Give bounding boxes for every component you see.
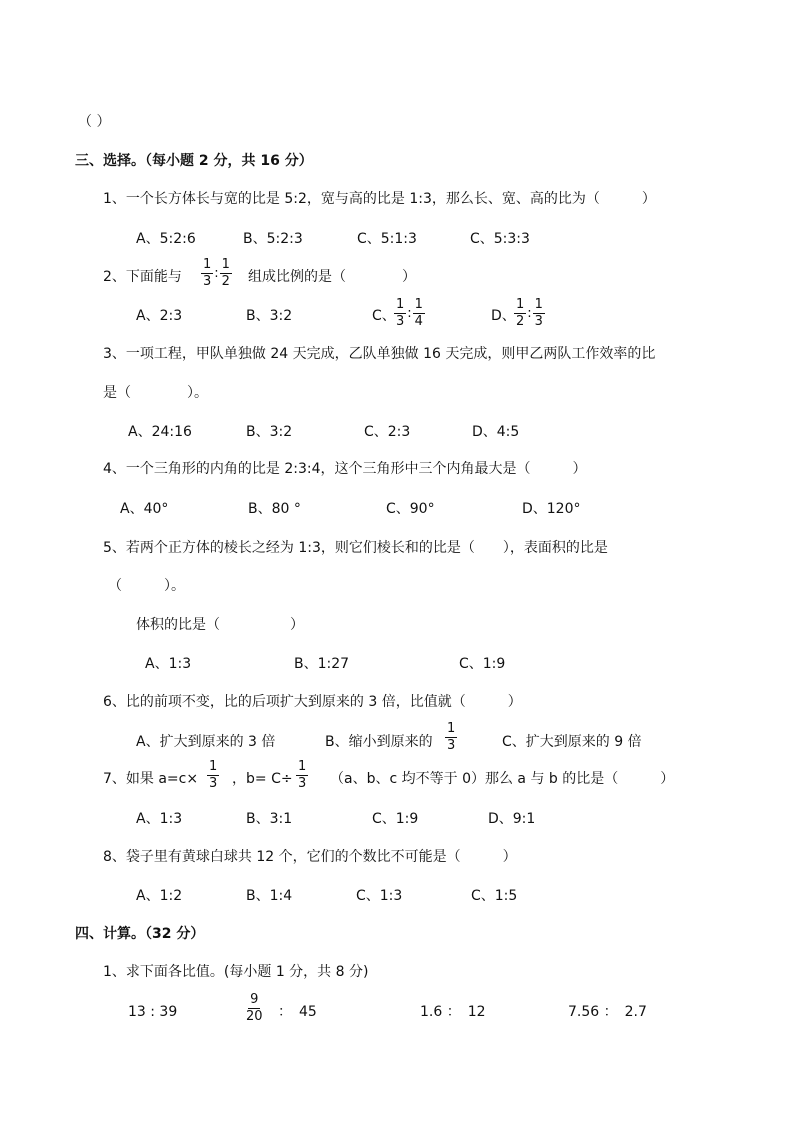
q7-option-a: A、1:3 (136, 811, 183, 827)
fraction (533, 297, 545, 330)
q2-option-d-ratio (514, 297, 545, 330)
question-2-prefix: 2、下面能与 (103, 269, 182, 285)
q1-option-a: A、5:2:6 (136, 231, 196, 247)
question-3-line-2: 是（ ）。 (103, 385, 208, 401)
q2-option-d-label: D、 (491, 308, 516, 324)
fraction-denominator: 3 (203, 274, 212, 289)
q3-option-c: C、2:3 (364, 424, 411, 440)
q8-option-c: C、1:3 (356, 888, 403, 904)
q5-option-c: C、1:9 (459, 656, 506, 672)
calc-question-1: 1、求下面各比值。(每小题 1 分，共 8 分) (103, 964, 369, 980)
q2-option-a: A、2:3 (136, 308, 183, 324)
fraction-denominator: 2 (516, 314, 525, 329)
fraction-numerator: 1 (414, 297, 423, 312)
q6-option-b-prefix: B、缩小到原来的 (325, 734, 433, 750)
calc-item-2-rest: ： 45 (278, 1004, 317, 1020)
question-2-suffix: 组成比例的是（ ） (248, 269, 416, 285)
q3-option-a: A、24:16 (128, 424, 192, 440)
question-7-fraction-1 (207, 759, 219, 792)
q3-option-d: D、4:5 (472, 424, 520, 440)
q2-option-c-label: C、 (372, 308, 396, 324)
q1-option-c: C、5:1:3 (357, 231, 417, 247)
q5-option-b: B、1:27 (294, 656, 350, 672)
fraction-numerator: 1 (209, 759, 218, 774)
question-7-fraction-2 (296, 759, 308, 792)
question-7-prefix: 7、如果 a=c× (103, 771, 199, 787)
fraction-denominator: 3 (209, 776, 218, 791)
q4-option-d: D、120° (522, 501, 581, 517)
q6-option-a: A、扩大到原来的 3 倍 (136, 734, 276, 750)
fraction-denominator: 3 (396, 314, 405, 329)
ratio-colon: : (214, 266, 219, 281)
question-1: 1、一个长方体长与宽的比是 5:2，宽与高的比是 1:3，那么长、宽、高的比为（ ） (103, 191, 656, 207)
question-2-ratio (201, 257, 232, 290)
q7-option-b: B、3:1 (246, 811, 293, 827)
q6-option-b-fraction (445, 721, 457, 754)
calc-item-1: 13 : 39 (128, 1004, 178, 1020)
fraction-numerator: 1 (298, 759, 307, 774)
question-7-suffix: （a、b、c 均不等于 0）那么 a 与 b 的比是（ ） (330, 771, 675, 787)
q2-option-c-ratio (394, 297, 425, 330)
q7-option-d: D、9:1 (488, 811, 536, 827)
ratio-colon: : (527, 306, 532, 321)
calc-item-2-fraction (244, 992, 265, 1025)
fraction-numerator: 9 (250, 992, 259, 1007)
fraction-numerator: 1 (447, 721, 456, 736)
q7-option-c: C、1:9 (372, 811, 419, 827)
q5-option-a: A、1:3 (145, 656, 192, 672)
fraction-denominator: 20 (246, 1009, 263, 1024)
q6-option-c: C、扩大到原来的 9 倍 (502, 734, 642, 750)
fraction (514, 297, 526, 330)
fraction-numerator: 1 (396, 297, 405, 312)
fraction-numerator: 1 (203, 257, 212, 272)
q4-option-c: C、90° (386, 501, 435, 517)
question-8: 8、袋子里有黄球白球共 12 个，它们的个数比不可能是（ ） (103, 849, 517, 865)
q8-option-d: C、1:5 (471, 888, 518, 904)
q4-option-b: B、80 ° (248, 501, 301, 517)
fraction-numerator: 1 (221, 257, 230, 272)
q1-option-d: C、5:3:3 (470, 231, 530, 247)
fraction-denominator: 4 (414, 314, 423, 329)
q2-option-b: B、3:2 (246, 308, 293, 324)
fraction (201, 257, 213, 290)
fraction (413, 297, 425, 330)
question-5-line-2: （ ）。 (108, 578, 185, 594)
fraction-denominator: 2 (221, 274, 230, 289)
calc-item-4: 7.56 ： 2.7 (568, 1004, 647, 1020)
fraction-denominator: 3 (298, 776, 307, 791)
section-3-title: 三、选择。（每小题 2 分，共 16 分） (75, 153, 313, 169)
question-7-mid: ，b= C÷ (232, 771, 293, 787)
question-5-line-3: 体积的比是（ ） (136, 617, 304, 633)
fraction (394, 297, 406, 330)
q8-option-a: A、1:2 (136, 888, 183, 904)
section-4-title: 四、计算。（32 分） (75, 926, 205, 942)
calc-item-3: 1.6 ： 12 (420, 1004, 486, 1020)
fraction-numerator: 1 (516, 297, 525, 312)
q1-option-b: B、5:2:3 (243, 231, 303, 247)
ratio-colon: : (407, 306, 412, 321)
question-3-line-1: 3、一项工程，甲队单独做 24 天完成，乙队单独做 16 天完成，则甲乙两队工作效率的比 (103, 346, 656, 362)
fraction (220, 257, 232, 290)
question-6: 6、比的前项不变，比的后项扩大到原来的 3 倍，比值就（ ） (103, 694, 522, 710)
fraction-denominator: 3 (447, 738, 456, 753)
question-4: 4、一个三角形的内角的比是 2:3:4，这个三角形中三个内角最大是（ ） (103, 461, 587, 477)
top-paren: （ ） (78, 114, 111, 130)
q8-option-b: B、1:4 (246, 888, 293, 904)
fraction-denominator: 3 (534, 314, 543, 329)
q3-option-b: B、3:2 (246, 424, 293, 440)
fraction-numerator: 1 (534, 297, 543, 312)
question-5-line-1: 5、若两个正方体的棱长之经为 1:3，则它们棱长和的比是（ ），表面积的比是 (103, 540, 608, 556)
q4-option-a: A、40° (120, 501, 169, 517)
